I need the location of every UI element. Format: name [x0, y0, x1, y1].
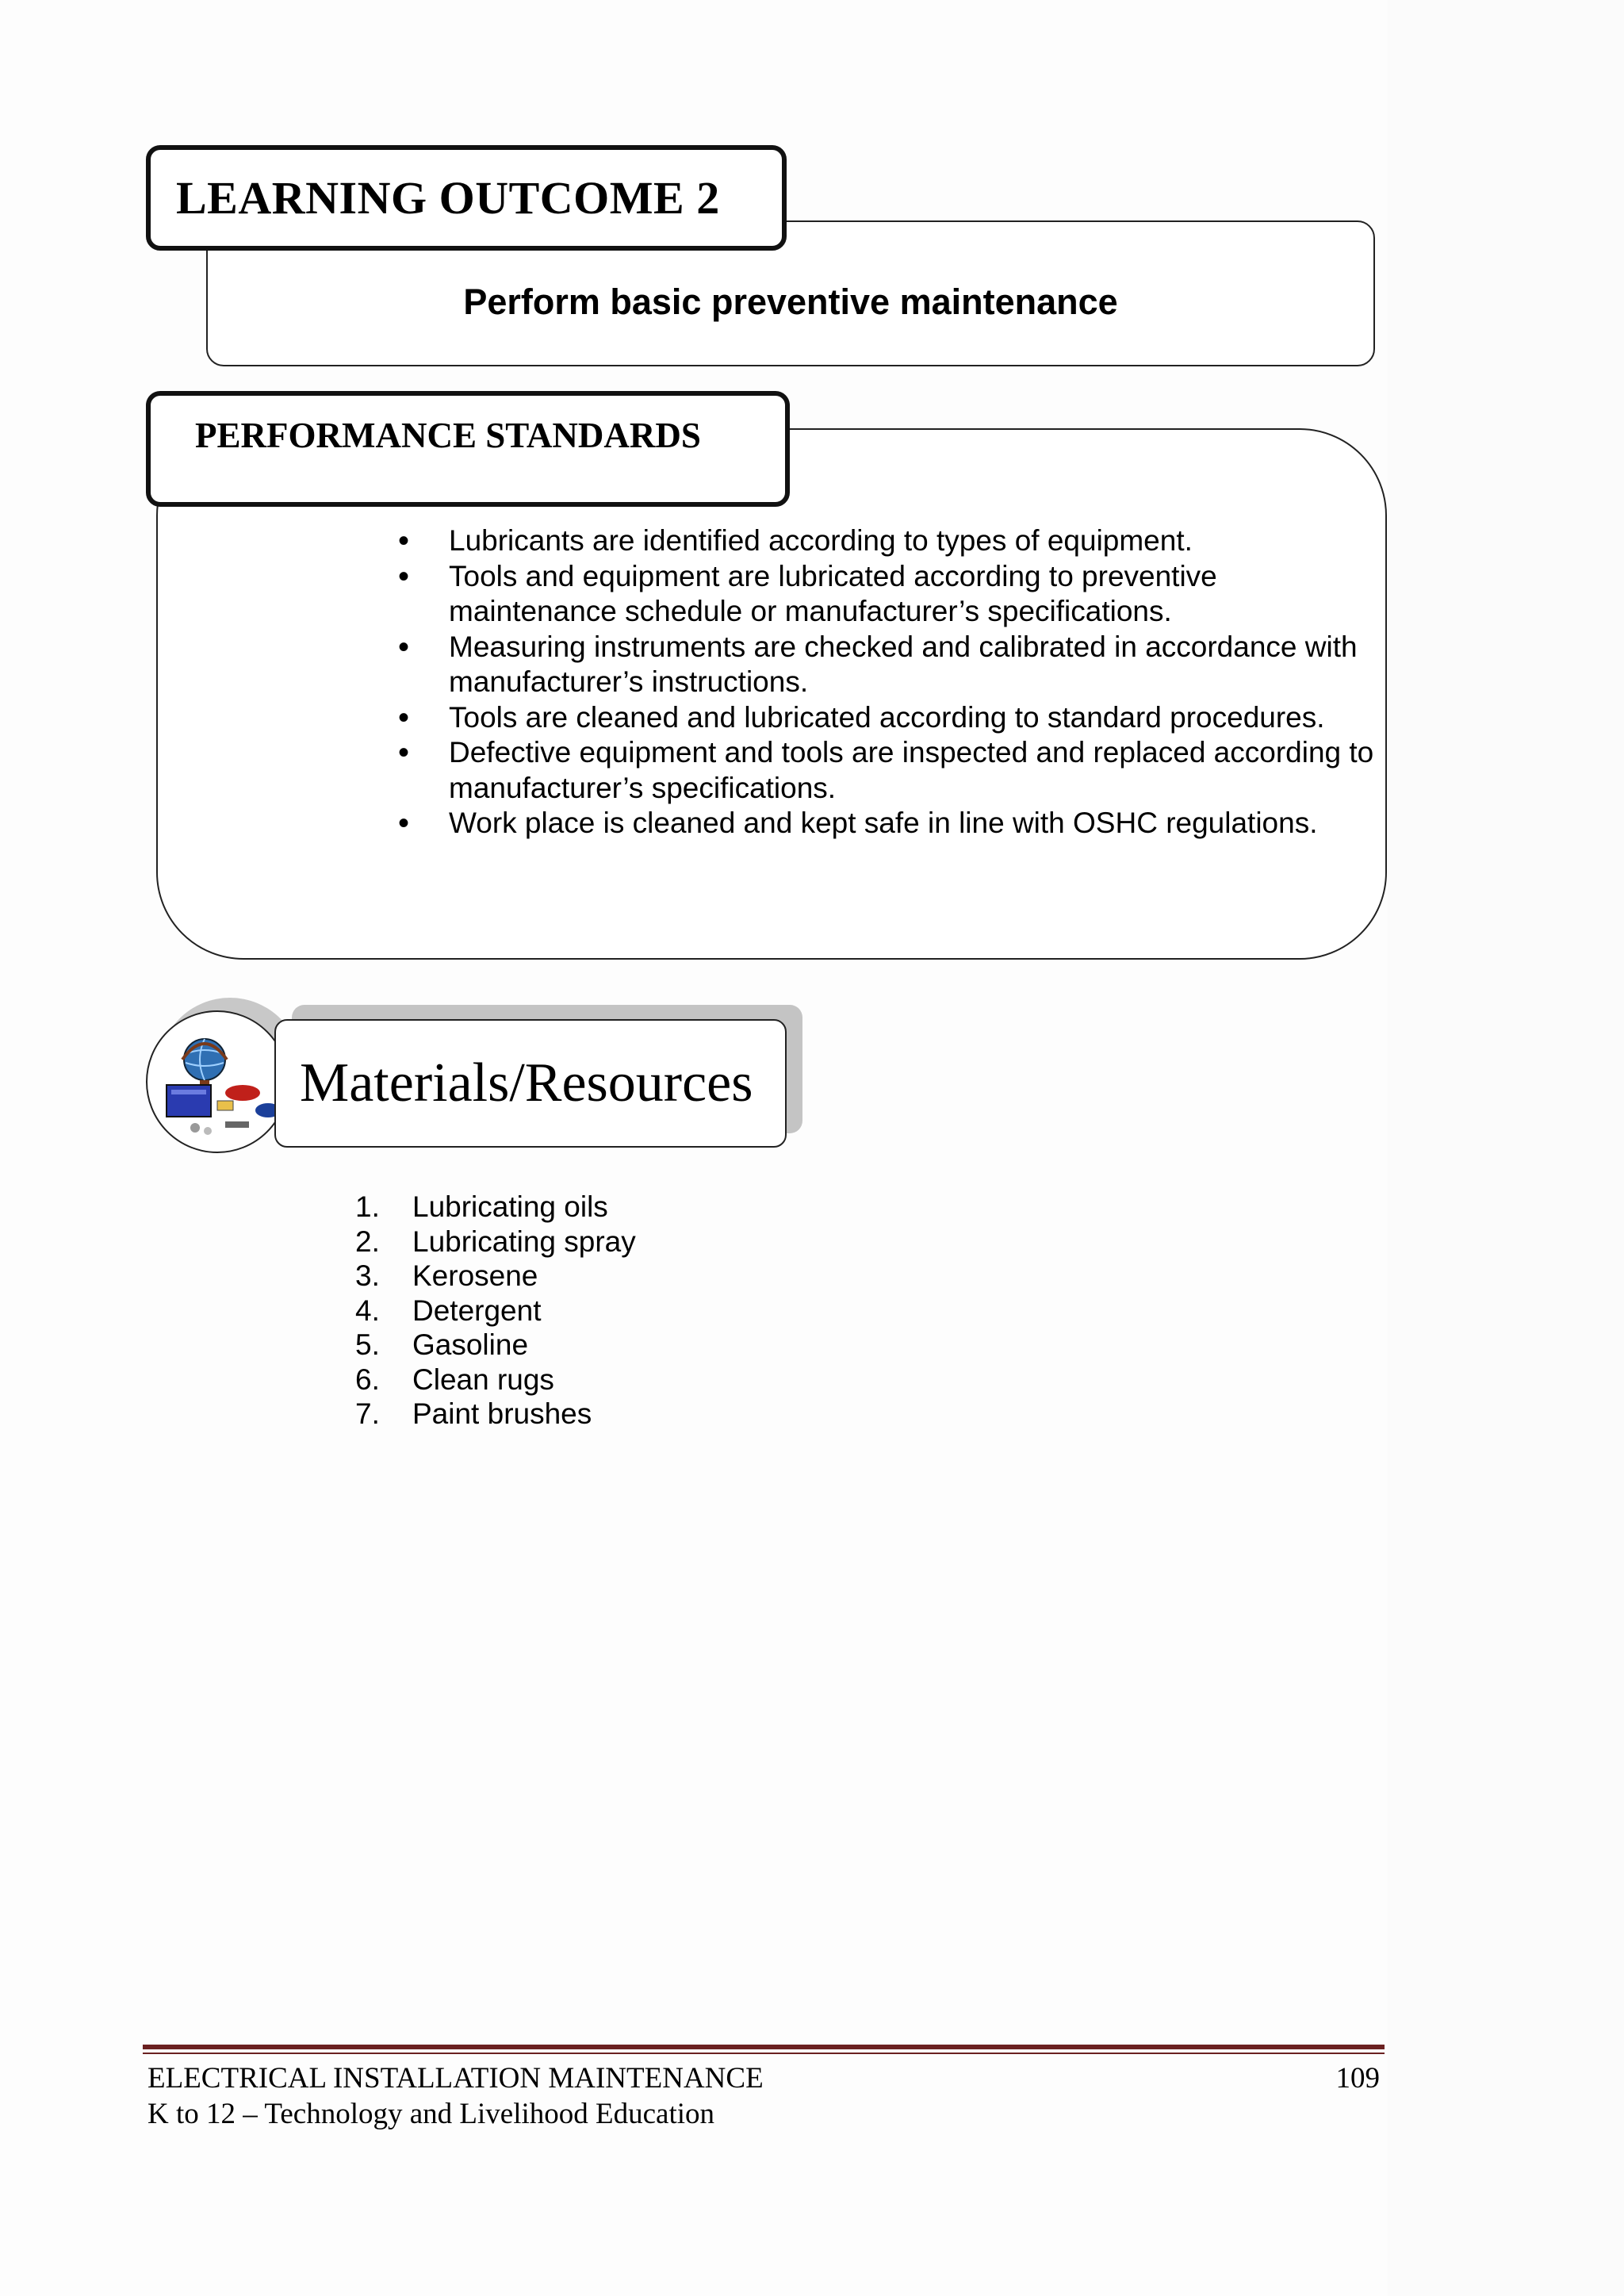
- list-number: 2.: [355, 1225, 380, 1258]
- list-number: 3.: [355, 1259, 380, 1292]
- list-item: [349, 1225, 636, 1259]
- performance-standards-tab: [146, 391, 790, 507]
- list-label: Gasoline: [412, 1328, 529, 1361]
- list-label: Clean rugs: [412, 1363, 554, 1396]
- list-item: • Lubricants are identified according to types of equipment.: [389, 523, 1380, 559]
- list-item: [349, 1259, 636, 1294]
- globe-tools-icon: [146, 1010, 289, 1153]
- list-item: • Work place is cleaned and kept safe in line with OSHC regulations.: [389, 806, 1380, 841]
- list-item: [349, 1294, 636, 1328]
- list-number: 5.: [355, 1328, 380, 1361]
- list-number: 1.: [355, 1190, 380, 1223]
- page-number: 109: [1335, 2062, 1380, 2095]
- performance-standards-label: PERFORMANCE STANDARDS: [195, 416, 701, 455]
- list-label: Kerosene: [412, 1259, 538, 1292]
- learning-outcome-label: LEARNING OUTCOME 2: [176, 172, 720, 224]
- footer-subtitle: K to 12 – Technology and Livelihood Education: [147, 2098, 715, 2130]
- list-number: 7.: [355, 1397, 380, 1430]
- list-item: [349, 1328, 636, 1363]
- list-label: Detergent: [412, 1294, 542, 1327]
- learning-outcome-subtitle: Perform basic preventive maintenance: [463, 282, 1118, 322]
- materials-title: Materials/Resources: [300, 1052, 753, 1114]
- list-label: Lubricating oils: [412, 1190, 608, 1223]
- list-number: 6.: [355, 1363, 380, 1396]
- page-margin-shade: [1388, 0, 1624, 2296]
- list-label: Lubricating spray: [412, 1225, 636, 1258]
- footer-rule: [143, 2045, 1385, 2049]
- list-number: 4.: [355, 1294, 380, 1327]
- list-item: [349, 1190, 636, 1225]
- list-item: • Tools and equipment are lubricated according to preventive maintenance schedule or manufacturer’s specifications.: [389, 559, 1380, 630]
- list-item: • Defective equipment and tools are inspected and replaced according to manufacturer’s specifications.: [389, 735, 1380, 806]
- footer-title: ELECTRICAL INSTALLATION MAINTENANCE: [147, 2062, 764, 2095]
- list-item: • Tools are cleaned and lubricated according to standard procedures.: [389, 700, 1380, 736]
- list-item: [349, 1397, 636, 1432]
- list-label: Paint brushes: [412, 1397, 592, 1430]
- materials-list: [349, 1190, 636, 1432]
- materials-title-box: [274, 1019, 787, 1148]
- list-item: • Measuring instruments are checked and calibrated in accordance with manufacturer’s instructions.: [389, 630, 1380, 700]
- learning-outcome-tab: [146, 145, 787, 251]
- performance-standards-list: [389, 523, 1380, 841]
- footer-rule-thin: [143, 2053, 1385, 2054]
- list-item: [349, 1363, 636, 1397]
